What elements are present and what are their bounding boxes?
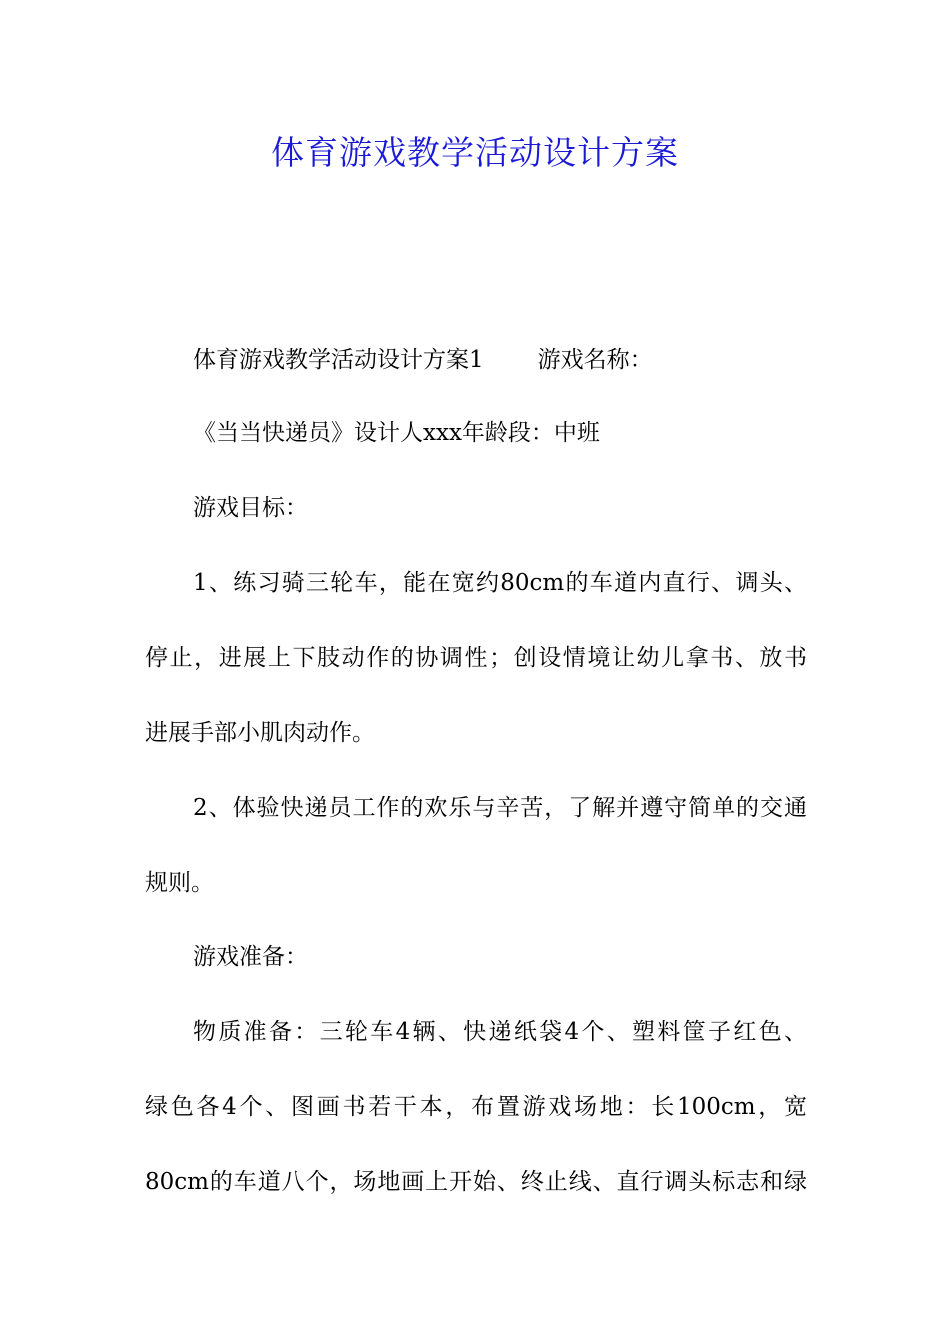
paragraph-line-4: 1、练习骑三轮车，能在宽约80cm的车道内直行、调头、 [193, 570, 807, 596]
game-name-label: 游戏名称： [537, 347, 653, 373]
document-title: 体育游戏教学活动设计方案 [271, 133, 679, 172]
paragraph-line-2: 《当当快递员》设计人xxx年龄段：中班 [193, 420, 600, 446]
plan-heading-text: 体育游戏教学活动设计方案1 [193, 347, 484, 373]
paragraph-line-1 [193, 343, 807, 377]
paragraph-line-10: 物质准备：三轮车4辆、快递纸袋4个、塑料筐子红色、 [193, 1019, 807, 1045]
section-heading-preparation: 游戏准备： [193, 944, 308, 970]
paragraph-line-5: 停止，进展上下肢动作的协调性；创设情境让幼儿拿书、放书 [145, 645, 807, 671]
paragraph-line-7: 2、体验快递员工作的欢乐与辛苦，了解并遵守简单的交通 [193, 795, 807, 821]
section-heading-goals: 游戏目标： [193, 495, 308, 521]
paragraph-line-6: 进展手部小肌肉动作。 [145, 720, 375, 746]
paragraph-line-12: 80cm的车道八个，场地画上开始、终止线、直行调头标志和绿 [145, 1169, 807, 1195]
paragraph-line-11: 绿色各4个、图画书若干本，布置游戏场地：长100cm，宽 [145, 1094, 807, 1120]
paragraph-line-8: 规则。 [145, 870, 214, 896]
